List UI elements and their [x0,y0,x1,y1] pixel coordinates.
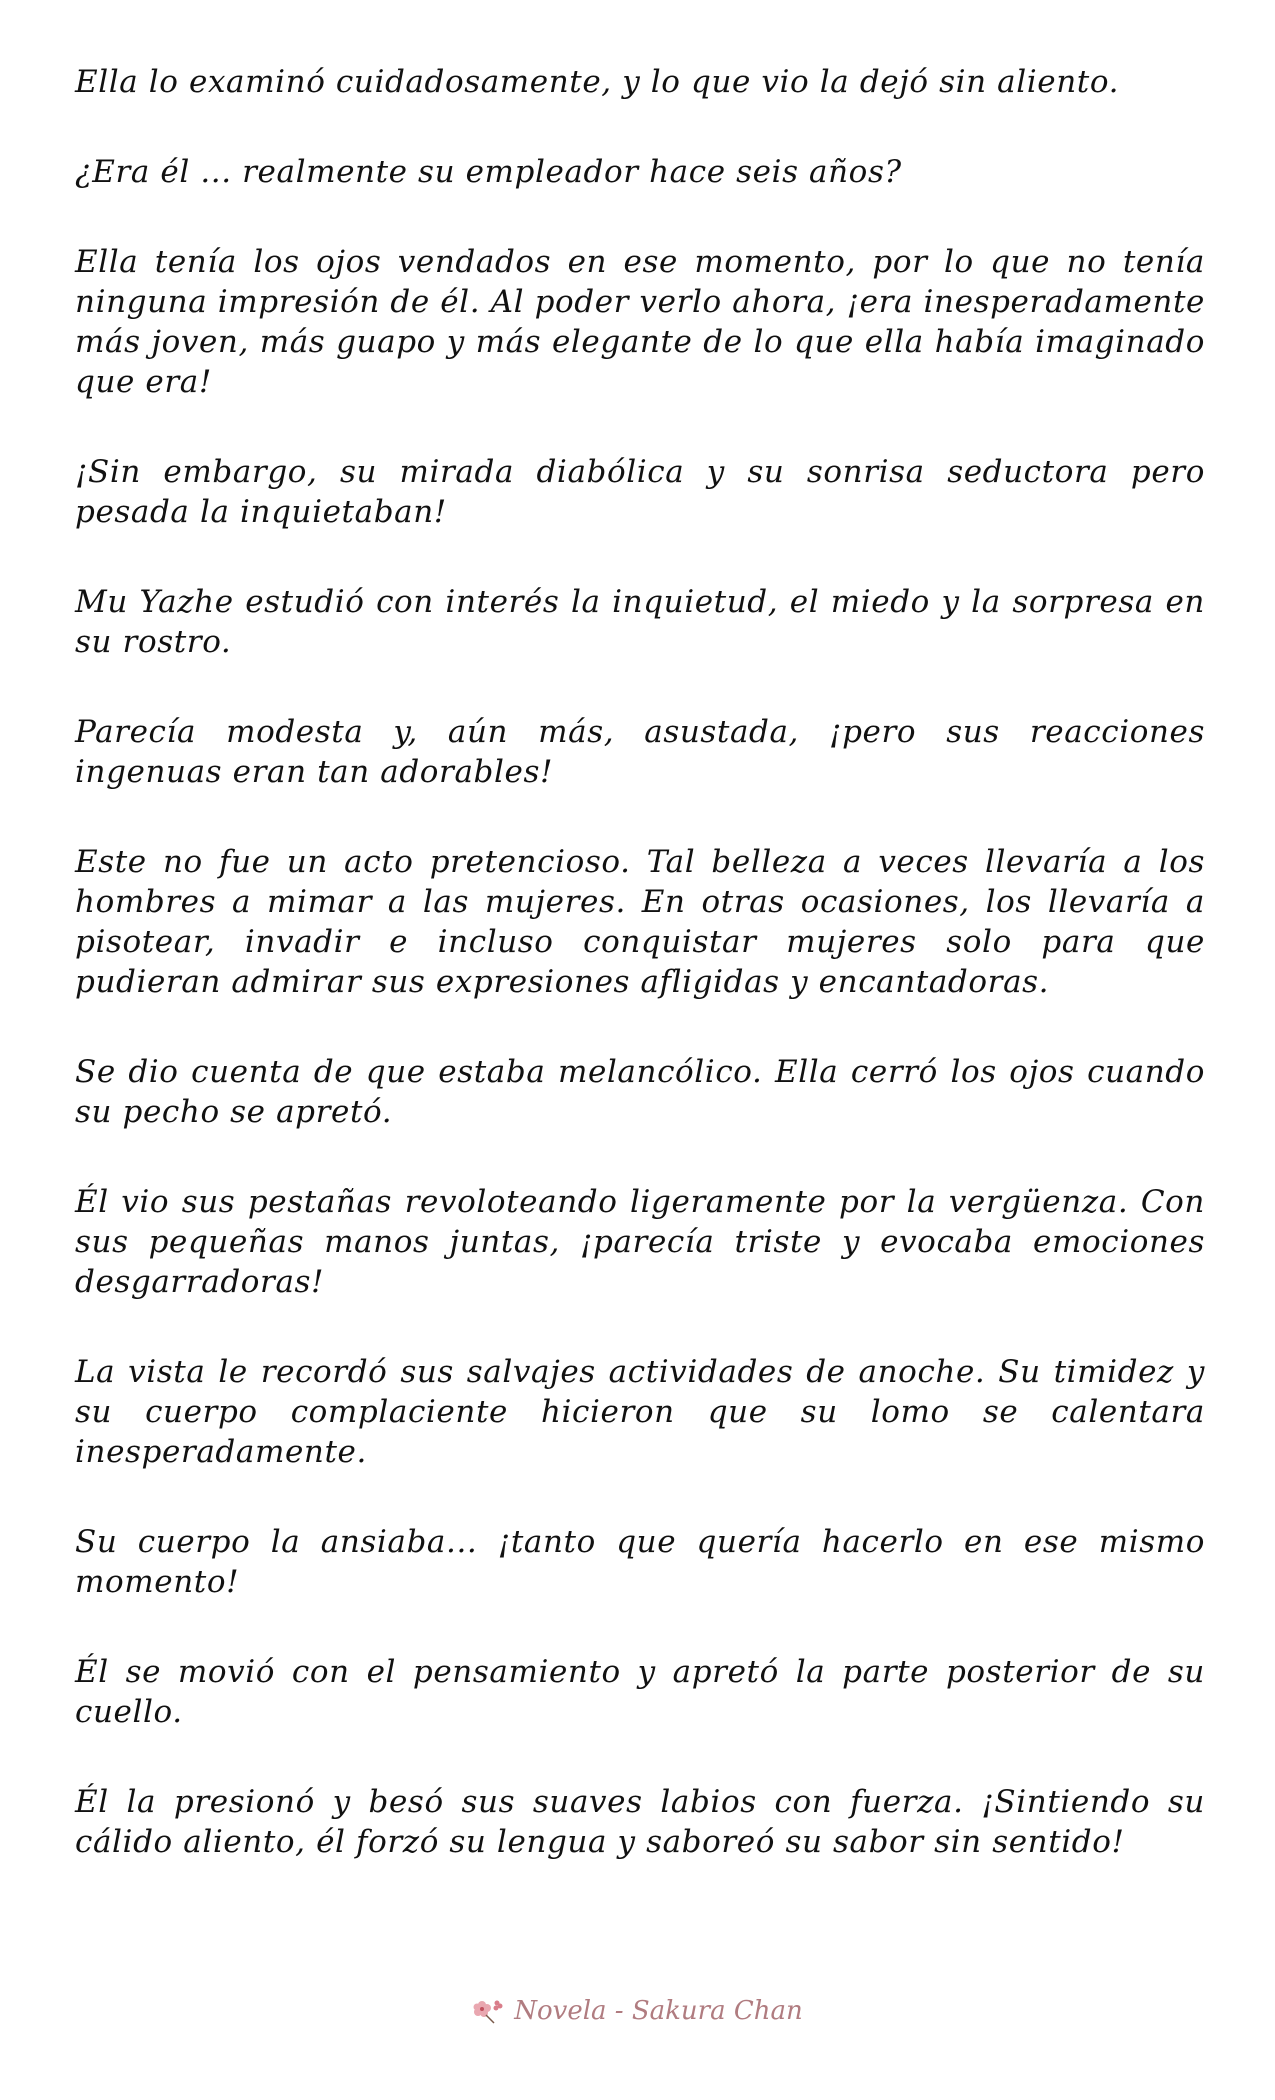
paragraph: ¡Sin embargo, su mirada diabólica y su sonrisa seductora pero pesada la inquietaban! [75,454,1205,530]
paragraph: Se dio cuenta de que estaba melancólico. Ella cerró los ojos cuando su pecho se apretó. [75,1054,1205,1130]
cherry-blossom-icon [472,1997,506,2025]
paragraph: Él la presionó y besó sus suaves labios con fuerza. ¡Sintiendo su cálido aliento, él forzó su lengua y saboreó su sabor sin sentido! [75,1784,1205,1860]
paragraph: Él vio sus pestañas revoloteando ligeramente por la vergüenza. Con sus pequeñas manos juntas, ¡parecía triste y evocaba emociones desgarradoras! [75,1184,1205,1300]
paragraph: Él se movió con el pensamiento y apretó la parte posterior de su cuello. [75,1654,1205,1730]
chapter-body [75,62,1205,1912]
paragraph: Parecía modesta y, aún más, asustada, ¡pero sus reacciones ingenuas eran tan adorables! [75,714,1205,790]
paragraph: ¿Era él ... realmente su empleador hace seis años? [75,154,902,190]
paragraph: Su cuerpo la ansiaba... ¡tanto que quería hacerlo en ese mismo momento! [75,1524,1205,1600]
watermark-text: Novela - Sakura Chan [514,1996,803,2026]
paragraph: Este no fue un acto pretencioso. Tal belleza a veces llevaría a los hombres a mimar a las mujeres. En otras ocasiones, los llevaría a pisotear, invadir e incluso conquistar mujeres solo para que pudieran admirar sus expresiones afligidas y encantadoras. [75,844,1205,1000]
watermark-footer [0,1996,1275,2032]
paragraph: Ella lo examinó cuidadosamente, y lo que vio la dejó sin aliento. [75,64,1120,100]
paragraph: Ella tenía los ojos vendados en ese momento, por lo que no tenía ninguna impresión de él. Al poder verlo ahora, ¡era inesperadamente más joven, más guapo y más elegante de lo que ella había imaginado que era! [75,244,1205,400]
paragraph: Mu Yazhe estudió con interés la inquietud, el miedo y la sorpresa en su rostro. [75,584,1205,660]
paragraph: La vista le recordó sus salvajes actividades de anoche. Su timidez y su cuerpo complaciente hicieron que su lomo se calentara inesperadamente. [75,1354,1205,1470]
